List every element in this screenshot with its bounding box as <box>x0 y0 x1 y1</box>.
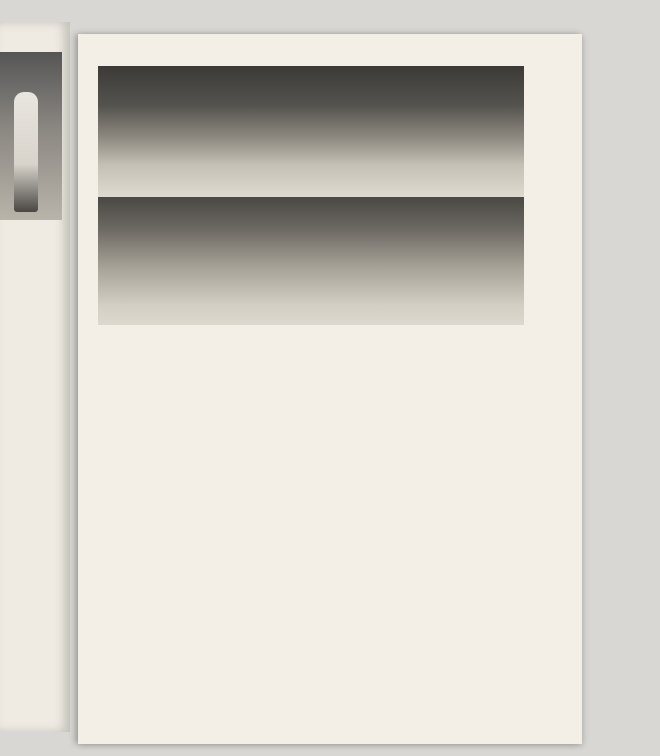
photo-gymnasts-men <box>98 66 524 198</box>
text-column-right <box>316 344 528 347</box>
left-page <box>0 22 70 732</box>
photo-gymnasts-women <box>98 197 524 325</box>
right-page <box>78 34 582 744</box>
left-page-photo <box>0 52 62 220</box>
text-column-left <box>92 344 304 350</box>
